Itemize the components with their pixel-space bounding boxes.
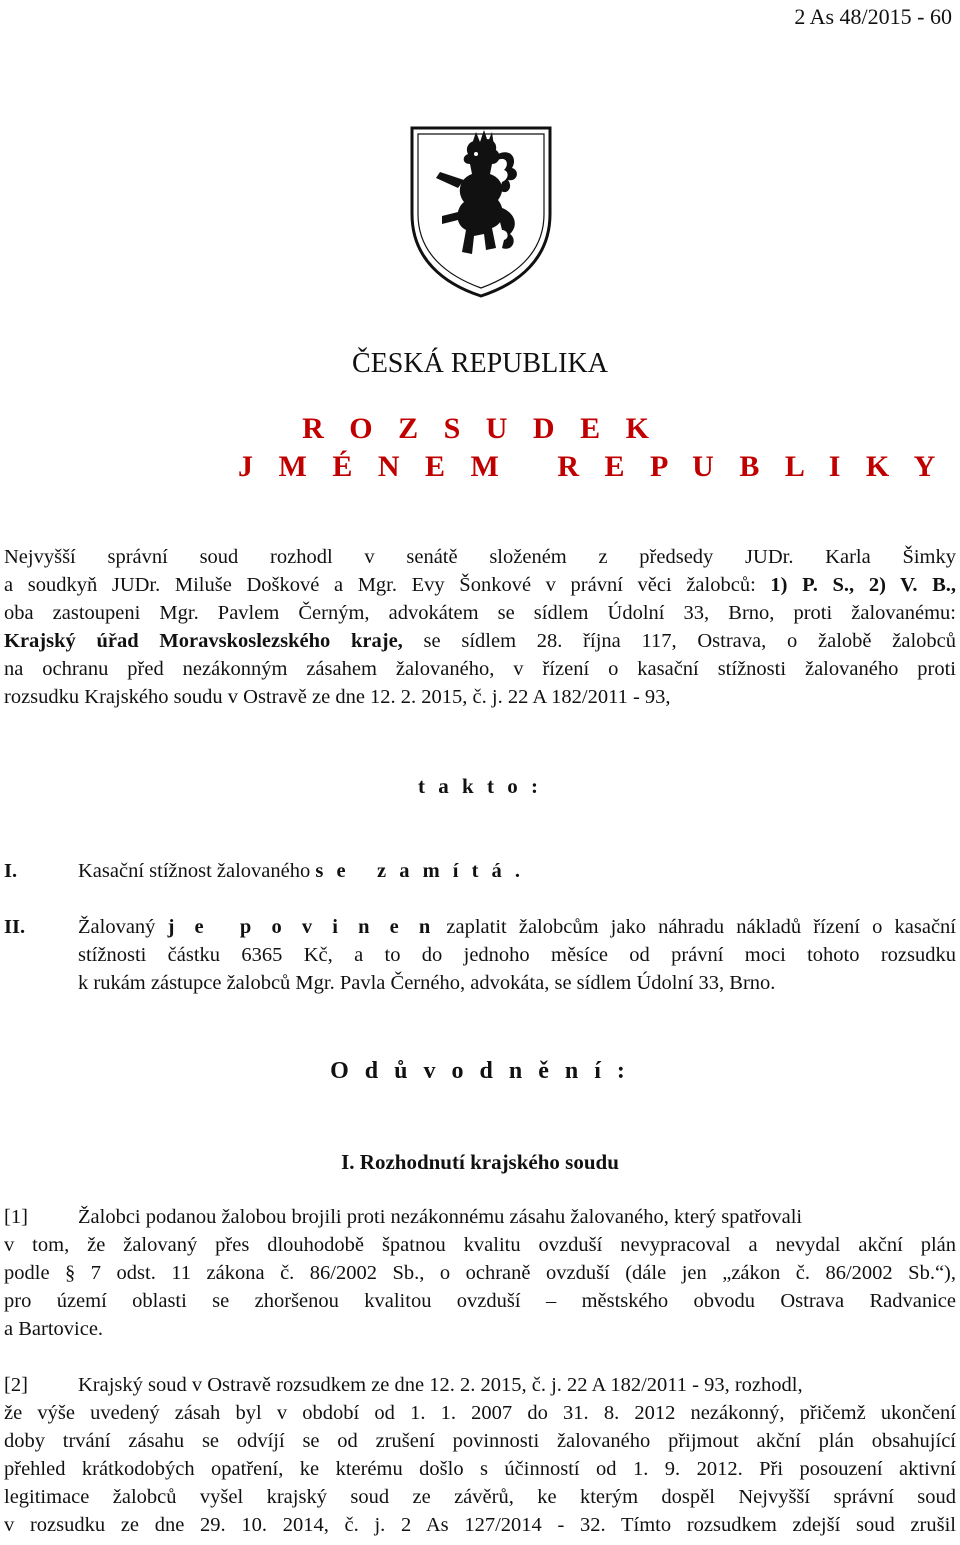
paragraph-2-line-5: legitimace žalobců vyšel krajský soud ze závěrů, ke kterým dospěl Nejvyšší správní soud [4, 1486, 956, 1508]
paragraph-text: Krajský soud v Ostravě rozsudkem ze dne 12. 2. 2015, č. j. 22 A 182/2011 - 93, rozhodl, [78, 1374, 803, 1396]
paragraph-2-line-1 [4, 1374, 956, 1397]
reasoning-heading: O d ů v o d n ě n í : [330, 1058, 630, 1084]
intro-line-3: oba zastoupeni Mgr. Pavlem Černým, advokátem se sídlem Údolní 33, Brno, proti žalovanému: [4, 602, 956, 624]
verdict-ii-label: Žalovaný [78, 916, 168, 938]
verdict-i-label: Kasační stížnost žalovaného [78, 860, 316, 882]
paragraph-number: [2] [4, 1374, 28, 1396]
intro-line-4 [4, 630, 956, 653]
verdict-ii-text: zaplatit žalobcům jako náhradu nákladů řízení o kasační [434, 916, 956, 938]
party-initials: 1) P. S., 2) V. B. [770, 574, 951, 596]
verdict-ii-line-3: k rukám zástupce žalobců Mgr. Pavla Černého, advokáta, se sídlem Údolní 33, Brno. [78, 972, 776, 994]
czech-lion-coat-of-arms-icon [406, 124, 556, 300]
paragraph-text: Žalobci podanou žalobou brojili proti nezákonnému zásahu žalovaného, který spatřovali [78, 1206, 803, 1228]
paragraph-1-line-2: v tom, že žalovaný přes dlouhodobě špatnou kvalitu ovzduší nevypracoval a nevydal akční plán [4, 1234, 956, 1256]
paragraph-1-line-1 [4, 1206, 956, 1229]
verdict-i-number: I. [4, 860, 18, 882]
state-name: ČESKÁ REPUBLIKA [352, 348, 608, 379]
paragraph-1-line-4: pro území oblasti se zhoršenou kvalitou ovzduší – městského obvodu Ostrava Radvanice [4, 1290, 956, 1312]
paragraph-2-line-6: v rozsudku ze dne 29. 10. 2014, č. j. 2 As 127/2014 - 32. Tímto rozsudkem zdejší soud zrušil [4, 1514, 956, 1536]
verdict-ii-line-2: stížnosti částku 6365 Kč, a to do jednoho měsíce od právní moci tohoto rozsudku [78, 944, 956, 966]
intro-line-2 [4, 574, 956, 597]
intro-line-5: na ochranu před nezákonným zásahem žalovaného, v řízení o kasační stížnosti žalovaného proti [4, 658, 956, 680]
paragraph-1-line-3: podle § 7 odst. 11 zákona č. 86/2002 Sb., o ochraně ovzduší (dále jen „zákon č. 86/2002 Sb.“), [4, 1262, 956, 1284]
intro-line-6: rozsudku Krajského soudu v Ostravě ze dne 12. 2. 2015, č. j. 22 A 182/2011 - 93, [4, 686, 671, 708]
paragraph-1-line-5: a Bartovice. [4, 1318, 104, 1340]
intro-text: se sídlem 28. října 117, Ostrava, o žalobě žalobců [402, 630, 956, 652]
intro-line-1: Nejvyšší správní soud rozhodl v senátě složeném z předsedy JUDr. Karla Šimky [4, 546, 956, 568]
verdict-i-decision: s e z a m í t á . [315, 860, 525, 882]
verdict-ii-number: II. [4, 916, 26, 938]
intro-text: a soudkyň JUDr. Miluše Doškové a Mgr. Evy Šonkové v právní věci žalobců: [4, 574, 771, 596]
verdict-ii-decision: j e p o v i n e n [167, 916, 435, 938]
paragraph-number: [1] [4, 1206, 28, 1228]
verdict-ii-line-1 [78, 916, 956, 939]
judgment-subtitle: J M É N E M R E P U B L I K Y [238, 450, 945, 483]
paragraph-2-line-3: doby trvání zásahu se odvíjí se od zrušení povinnosti žalovaného přijmout akční plán obsahující [4, 1430, 956, 1452]
intro-comma: , [950, 574, 956, 596]
section-heading-1: I. Rozhodnutí krajského soudu [341, 1150, 619, 1174]
verdict-i-text [78, 860, 956, 883]
takto-heading: t a k t o : [418, 774, 542, 798]
defendant-name: Krajský úřad Moravskoslezského kraje, [4, 630, 403, 652]
paragraph-2-line-2: že výše uvedený zásah byl v období od 1. 1. 2007 do 31. 8. 2012 nezákonný, přičemž ukončení [4, 1402, 956, 1424]
paragraph-2-line-4: přehled krátkodobých opatření, ke kterému došlo s účinností od 1. 9. 2012. Při posouzení aktivní [4, 1458, 956, 1480]
judgment-title: R O Z S U D E K [302, 412, 658, 445]
case-number: 2 As 48/2015 - 60 [794, 4, 952, 29]
